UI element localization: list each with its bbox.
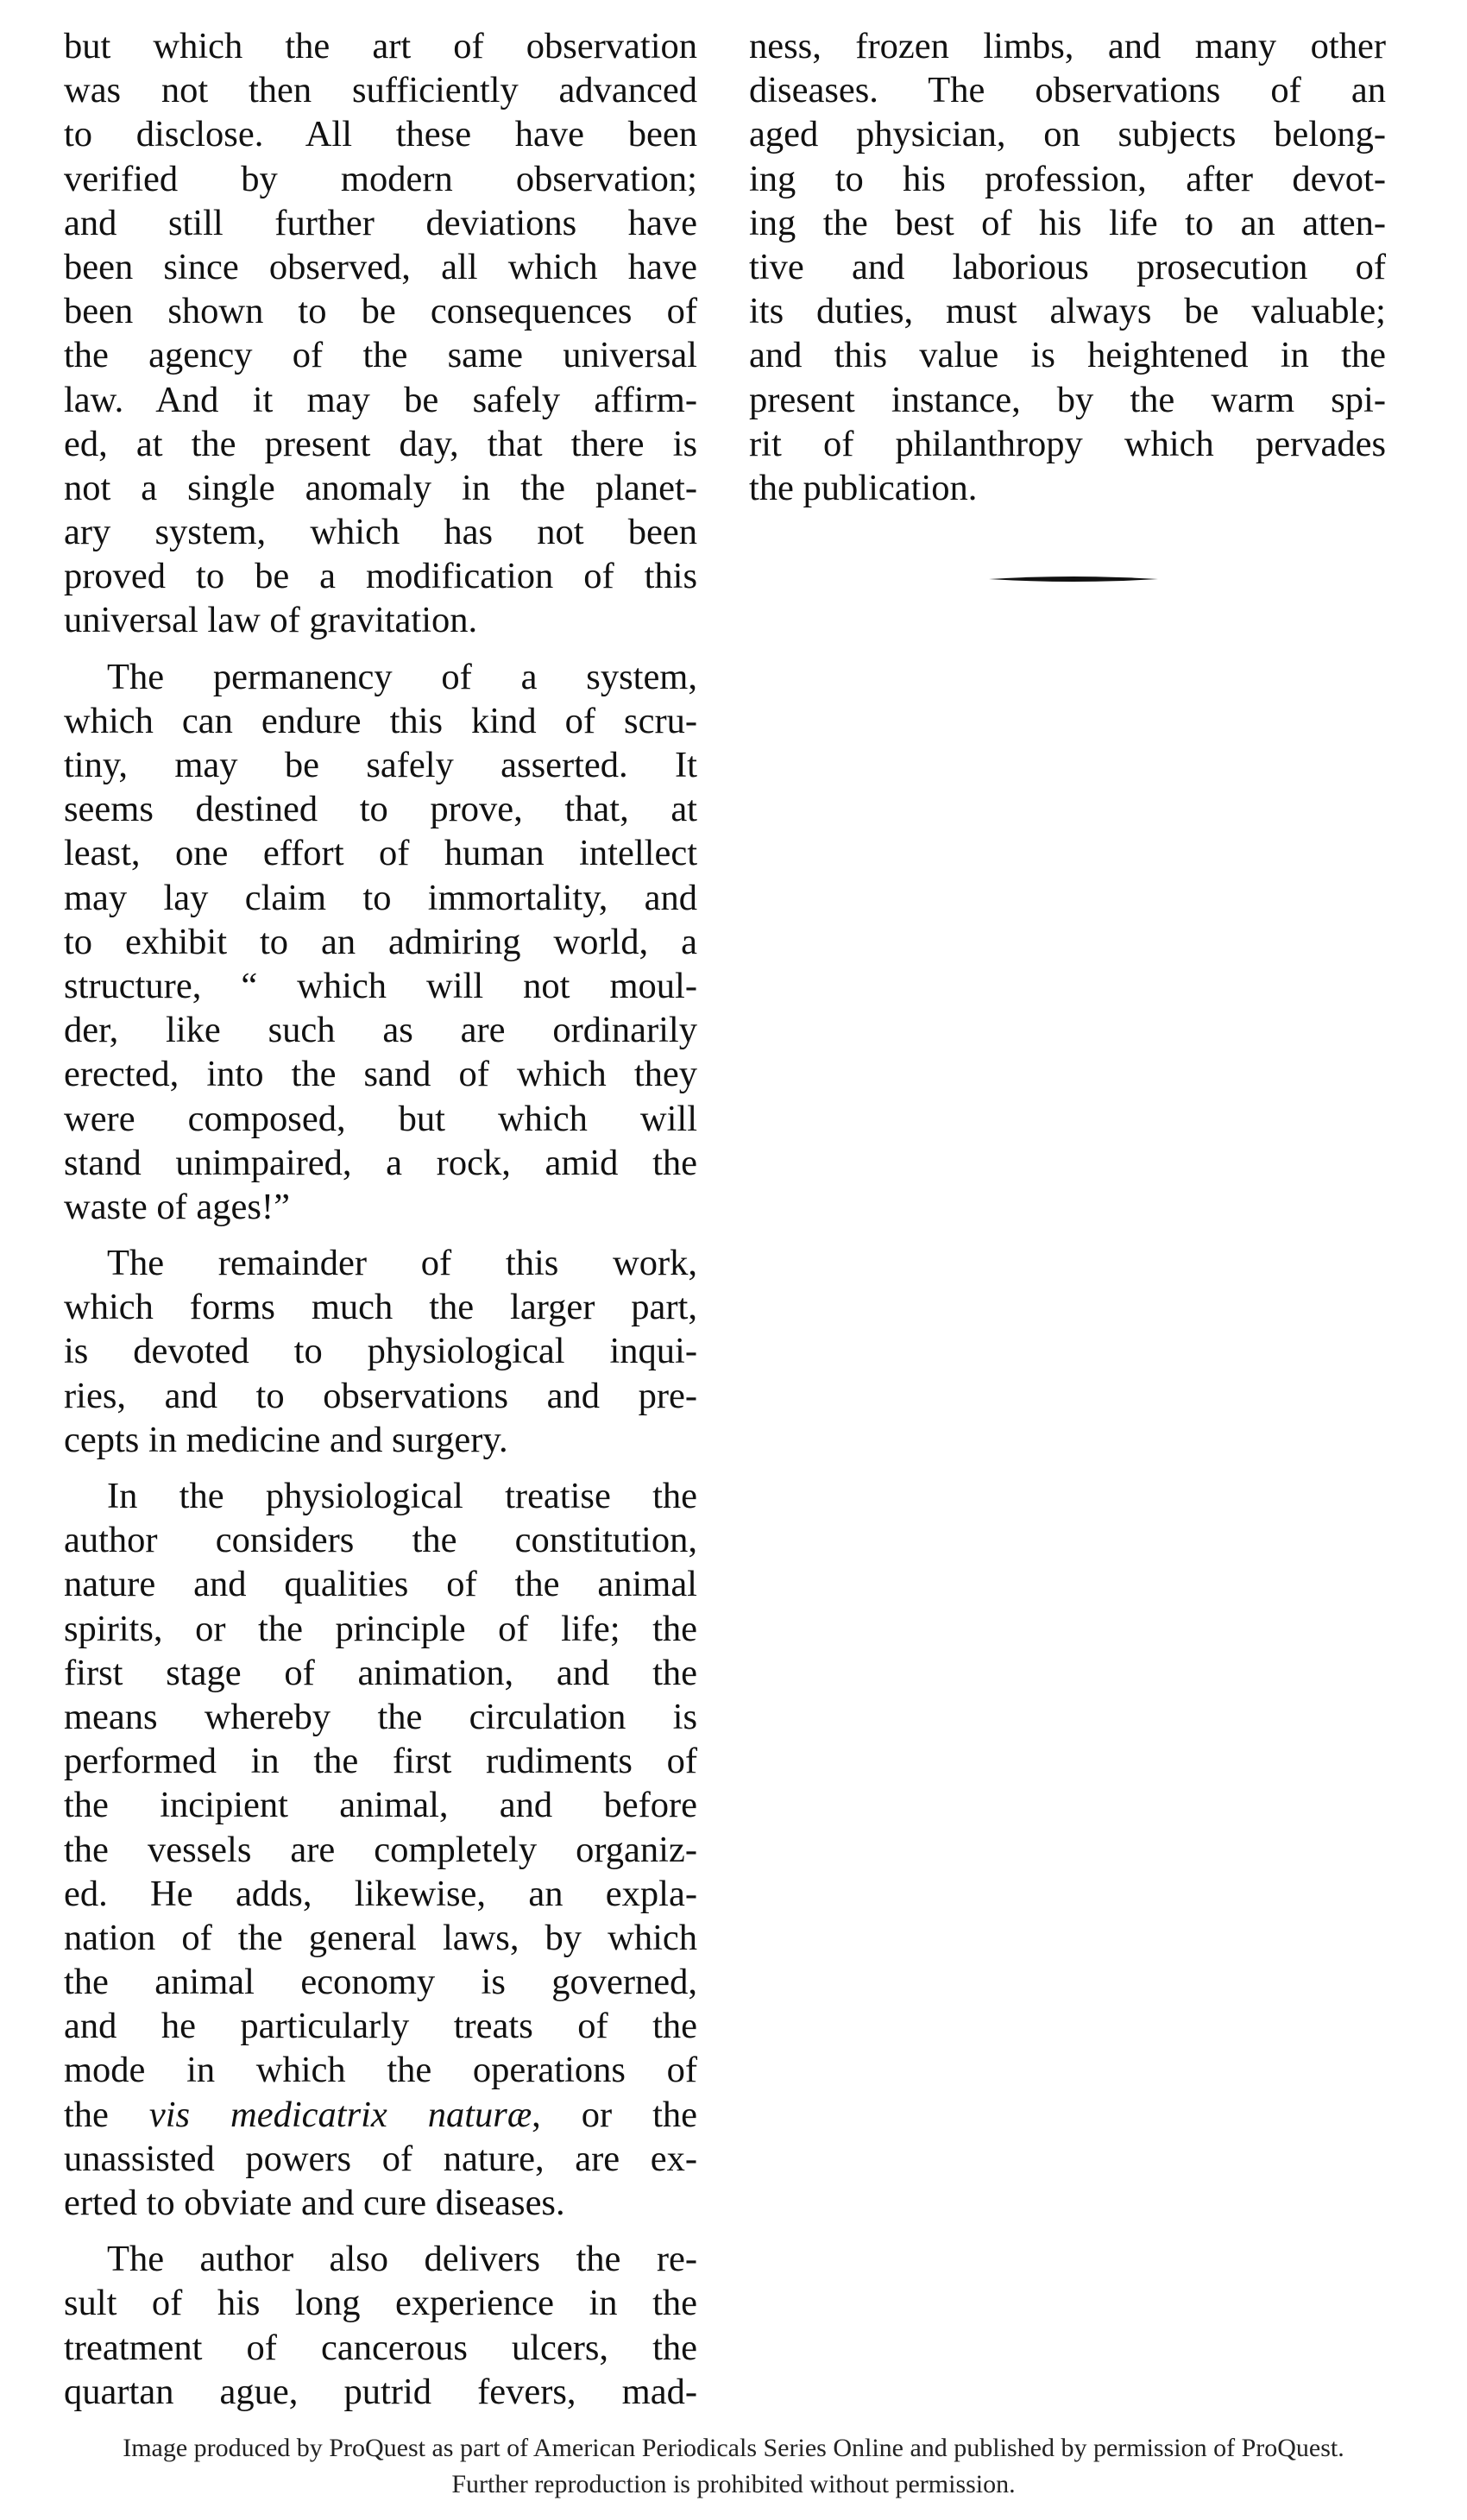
text-line: its duties, must always be valuable;: [749, 291, 1386, 332]
text-line: In the physiological treatise the: [107, 1476, 697, 1516]
text-line: ed. He adds, likewise, an expla-: [64, 1873, 697, 1914]
text-segment: , or the: [532, 2094, 698, 2135]
text-line: to exhibit to an admiring world, a: [64, 921, 697, 962]
text-line: treatment of cancerous ulcers, the: [64, 2327, 697, 2368]
paragraph-gap: [64, 1462, 697, 1474]
text-line: the animal economy is governed,: [64, 1962, 697, 2003]
text-line: sult of his long experience in the: [64, 2283, 697, 2324]
text-line: been since observed, all which have: [64, 246, 697, 287]
text-line: der, like such as are ordinarily: [64, 1010, 697, 1051]
text-line: the incipient animal, and before: [64, 1785, 697, 1826]
text-line: The remainder of this work,: [107, 1243, 697, 1284]
text-line: ing to his profession, after devot-: [749, 158, 1386, 199]
text-line: was not then sufficiently advanced: [64, 70, 697, 111]
text-line: nature and qualities of the animal: [64, 1564, 697, 1605]
text-line: and this value is heightened in the: [749, 335, 1386, 376]
text-line: least, one effort of human intellect: [64, 833, 697, 874]
text-line: rit of philanthropy which pervades: [749, 423, 1386, 464]
text-line: performed in the first rudiments of: [64, 1741, 697, 1782]
text-line: the vessels are completely organiz-: [64, 1829, 697, 1870]
text-line: ries, and to observations and pre-: [64, 1375, 697, 1416]
text-line: and he particularly treats of the: [64, 2006, 697, 2047]
text-line: present instance, by the warm spi-: [749, 379, 1386, 420]
text-line: which forms much the larger part,: [64, 1287, 697, 1328]
text-line: The permanency of a system,: [107, 656, 697, 697]
text-line: is devoted to physiological inqui-: [64, 1331, 697, 1372]
paragraph-gap: [64, 643, 697, 655]
text-line: tive and laborious prosecution of: [749, 246, 1386, 287]
text-line: means whereby the circulation is: [64, 1696, 697, 1737]
text-line: been shown to be consequences of: [64, 291, 697, 332]
text-line: to disclose. All these have been: [64, 114, 697, 155]
text-line: The author also delivers the re-: [107, 2239, 697, 2280]
text-line: tiny, may be safely asserted. It: [64, 745, 697, 785]
text-line: [64, 2093, 697, 2137]
divider-rule-icon: [989, 573, 1158, 585]
text-line: universal law of gravitation.: [64, 600, 478, 641]
text-line: cepts in medicine and surgery.: [64, 1419, 508, 1460]
text-line: erected, into the sand of which they: [64, 1054, 697, 1095]
text-line: erted to obviate and cure diseases.: [64, 2183, 565, 2223]
text-line: mode in which the operations of: [64, 2050, 697, 2091]
text-line: first stage of animation, and the: [64, 1652, 697, 1693]
section-divider-ornament: [989, 573, 1158, 585]
text-line: spirits, or the principle of life; the: [64, 1608, 697, 1649]
text-line: aged physician, on subjects belong-: [749, 114, 1386, 155]
footer-permission-notice: Image produced by ProQuest as part of American Periodicals Series Online and published by permission of ProQuest.: [123, 2434, 1344, 2462]
paragraph-gap: [64, 1229, 697, 1241]
text-line: structure, “ which will not moul-: [64, 965, 697, 1006]
text-line: nation of the general laws, by which: [64, 1917, 697, 1958]
text-line: ed, at the present day, that there is: [64, 423, 697, 464]
text-line: may lay claim to immortality, and: [64, 877, 697, 918]
text-line: and still further deviations have: [64, 202, 697, 243]
text-line: ing the best of his life to an atten-: [749, 202, 1386, 243]
left-text-column: [64, 24, 697, 2414]
paragraph-gap: [64, 2225, 697, 2237]
text-line: diseases. The observations of an: [749, 70, 1386, 111]
footer-reproduction-notice: Further reproduction is prohibited without permission.: [451, 2470, 1016, 2498]
text-line: law. And it may be safely affirm-: [64, 379, 697, 420]
text-segment: the: [64, 2094, 149, 2135]
text-line: unassisted powers of nature, are ex-: [64, 2138, 697, 2179]
text-line: were composed, but which will: [64, 1098, 697, 1139]
text-line: the agency of the same universal: [64, 335, 697, 376]
text-line: ness, frozen limbs, and many other: [749, 26, 1386, 66]
text-line: stand unimpaired, a rock, amid the: [64, 1142, 697, 1183]
text-line: verified by modern observation;: [64, 158, 697, 199]
text-line: quartan ague, putrid fevers, mad-: [64, 2371, 697, 2412]
text-line: waste of ages!”: [64, 1186, 290, 1227]
italic-phrase: vis medicatrix naturæ: [148, 2094, 532, 2135]
text-line: proved to be a modification of this: [64, 556, 697, 597]
text-line: author considers the constitution,: [64, 1520, 697, 1561]
text-line: the publication.: [749, 467, 978, 508]
text-line: which can endure this kind of scru-: [64, 700, 697, 741]
text-line: but which the art of observation: [64, 26, 697, 66]
right-text-column: [749, 24, 1386, 510]
text-line: seems destined to prove, that, at: [64, 789, 697, 830]
text-line: not a single anomaly in the planet-: [64, 467, 697, 508]
text-line: ary system, which has not been: [64, 512, 697, 553]
